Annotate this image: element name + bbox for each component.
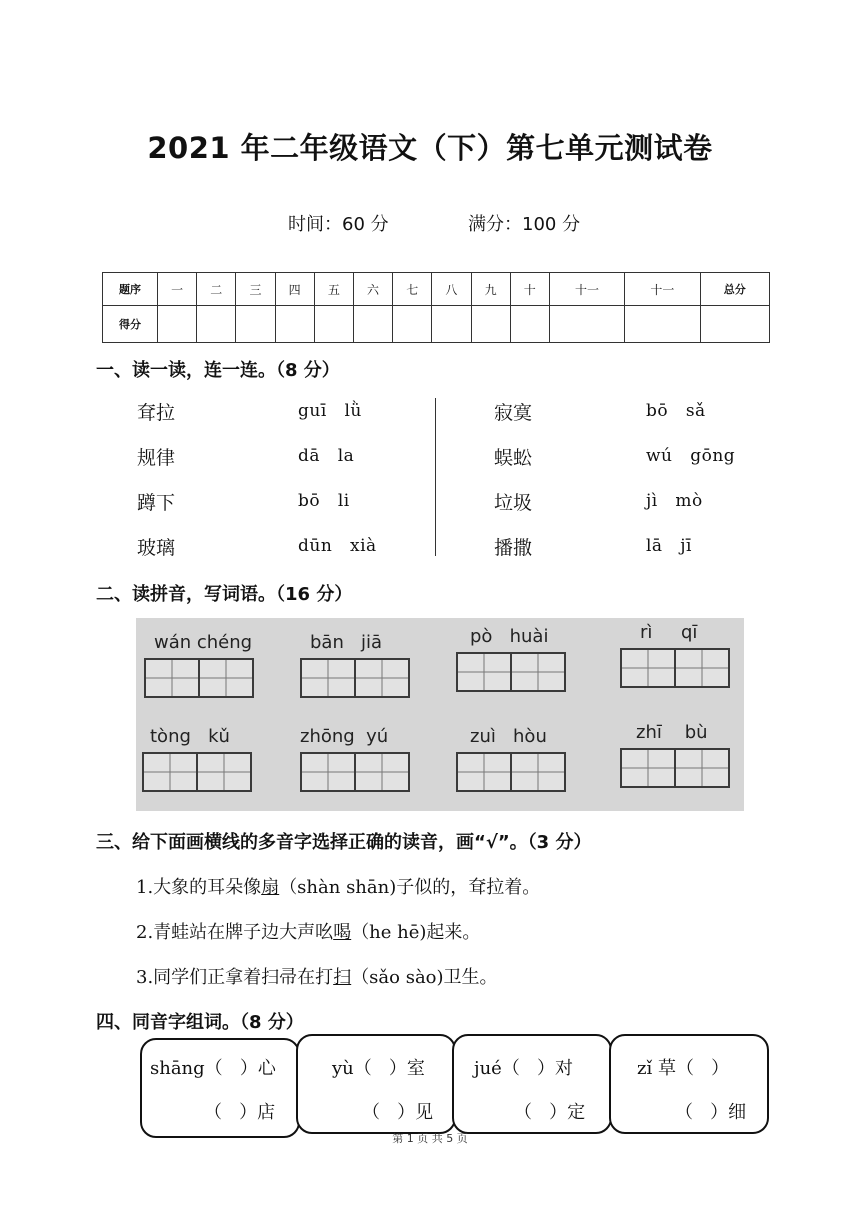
match-pinyin: bō li	[298, 491, 350, 511]
score-input-cell[interactable]	[353, 306, 392, 343]
pinyin-label: rì qī	[640, 622, 698, 643]
pinyin-label: zuì hòu	[470, 726, 547, 747]
homophone-line[interactable]: shāng（ ）心	[150, 1058, 276, 1079]
pinyin-label: zhī bù	[636, 722, 708, 743]
match-word: 垃圾	[494, 492, 533, 514]
full-score: 满分：100 分	[468, 214, 581, 235]
writing-grid[interactable]	[620, 748, 730, 788]
score-header-cell: 四	[275, 273, 314, 306]
homophone-line[interactable]: jué（ ）对	[474, 1058, 573, 1079]
match-word: 耷拉	[137, 402, 176, 424]
score-input-cell[interactable]	[700, 306, 769, 343]
score-header-cell: 一	[158, 273, 197, 306]
score-input-cell[interactable]	[236, 306, 275, 343]
score-input-cell[interactable]	[393, 306, 432, 343]
score-row-label: 得分	[103, 306, 158, 343]
homophone-line[interactable]: （ ）见	[362, 1102, 434, 1123]
pinyin-label: pò huài	[470, 626, 549, 647]
pinyin-label: zhōng yú	[300, 726, 389, 747]
question-text: 2.青蛙站在牌子边大声吆	[136, 922, 334, 943]
score-header-cell: 十	[510, 273, 549, 306]
question-item	[136, 918, 480, 944]
score-header-cell: 八	[432, 273, 471, 306]
question-text: （shàn shān)子似的，耷拉着。	[279, 877, 541, 898]
homophone-card	[609, 1034, 769, 1134]
score-input-cell[interactable]	[432, 306, 471, 343]
homophone-line[interactable]: （ ）细	[675, 1102, 747, 1123]
pinyin-label: wán chéng	[154, 632, 253, 653]
writing-grid[interactable]	[142, 752, 252, 792]
homophone-card	[140, 1038, 300, 1138]
match-word: 蹲下	[137, 492, 176, 514]
section2-heading: 二、读拼音，写词语。（16 分）	[96, 584, 353, 605]
underlined-char: 喝	[333, 922, 352, 943]
score-header-cell: 十一	[549, 273, 624, 306]
score-header-cell: 三	[236, 273, 275, 306]
homophone-card	[452, 1034, 612, 1134]
score-input-cell[interactable]	[625, 306, 700, 343]
score-input-cell[interactable]	[275, 306, 314, 343]
score-input-cell[interactable]	[549, 306, 624, 343]
homophone-line[interactable]: （ ）店	[204, 1102, 276, 1123]
score-header-cell: 七	[393, 273, 432, 306]
underlined-char: 扫	[333, 967, 352, 988]
match-pinyin: jì mò	[646, 491, 703, 511]
match-pinyin: bō sǎ	[646, 401, 706, 421]
score-header-cell: 九	[471, 273, 510, 306]
section4-heading: 四、同音字组词。（8 分）	[96, 1012, 304, 1033]
writing-grid[interactable]	[456, 652, 566, 692]
match-word: 规律	[137, 447, 176, 469]
section3-heading: 三、给下面画横线的多音字选择正确的读音，画“√”。（3 分）	[96, 832, 592, 853]
section1-heading: 一、读一读，连一连。（8 分）	[96, 360, 340, 381]
score-header-cell: 题序	[103, 273, 158, 306]
underlined-char: 扇	[261, 877, 280, 898]
match-pinyin: dūn xià	[298, 536, 377, 556]
match-pinyin: dā la	[298, 446, 355, 466]
match-word: 播撒	[494, 537, 533, 559]
question-item	[136, 963, 498, 989]
pinyin-label: tòng kǔ	[150, 726, 230, 747]
column-divider	[435, 398, 436, 556]
question-text: （sǎo sào)卫生。	[351, 967, 498, 988]
score-header-cell: 十一	[625, 273, 700, 306]
score-table-header-row	[103, 273, 770, 306]
score-input-cell[interactable]	[197, 306, 236, 343]
exam-time: 时间：60 分	[288, 214, 389, 235]
homophone-card	[296, 1034, 456, 1134]
score-table	[102, 272, 770, 343]
match-pinyin: lā jī	[646, 536, 692, 556]
writing-grid[interactable]	[620, 648, 730, 688]
score-header-cell: 总分	[700, 273, 769, 306]
match-word: 寂寞	[494, 402, 533, 424]
question-item	[136, 873, 540, 899]
question-text: （he hē)起来。	[351, 922, 481, 943]
question-text: 3.同学们正拿着扫帚在打	[136, 967, 334, 988]
question-text: 1.大象的耳朵像	[136, 877, 262, 898]
score-header-cell: 六	[353, 273, 392, 306]
score-input-cell[interactable]	[471, 306, 510, 343]
homophone-line[interactable]: （ ）定	[514, 1102, 586, 1123]
score-input-cell[interactable]	[158, 306, 197, 343]
homophone-line[interactable]: yù（ ）室	[332, 1058, 425, 1079]
writing-grid[interactable]	[300, 658, 410, 698]
homophone-line[interactable]: zǐ 草（ ）	[637, 1058, 730, 1079]
page-footer: 第 1 页 共 5 页	[392, 1132, 468, 1145]
writing-grid[interactable]	[300, 752, 410, 792]
match-pinyin: guī lǜ	[298, 401, 362, 421]
writing-grid[interactable]	[456, 752, 566, 792]
pinyin-label: bān jiā	[310, 632, 383, 653]
pinyin-writing-photo	[136, 618, 744, 811]
score-table-score-row	[103, 306, 770, 343]
page-title: 2021 年二年级语文（下）第七单元测试卷	[147, 131, 713, 165]
match-word: 玻璃	[137, 537, 176, 559]
score-input-cell[interactable]	[314, 306, 353, 343]
score-header-cell: 二	[197, 273, 236, 306]
match-pinyin: wú gōng	[646, 446, 736, 466]
match-word: 蜈蚣	[494, 447, 533, 469]
score-header-cell: 五	[314, 273, 353, 306]
score-input-cell[interactable]	[510, 306, 549, 343]
writing-grid[interactable]	[144, 658, 254, 698]
